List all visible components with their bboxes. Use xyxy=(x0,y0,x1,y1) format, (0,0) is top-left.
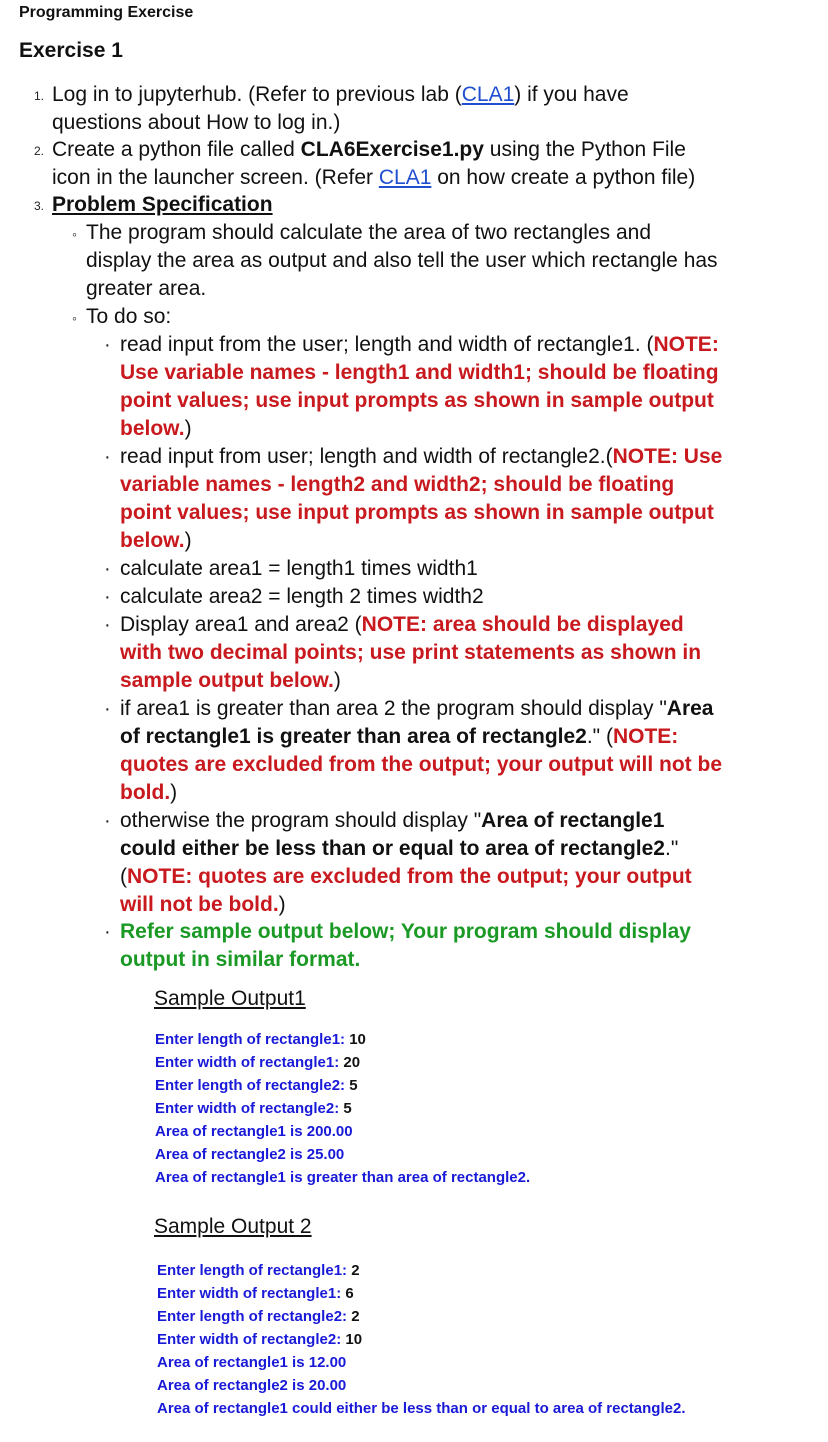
task-8 xyxy=(120,918,691,974)
spec-bullet-1 xyxy=(86,219,718,303)
document-title: Programming Exercise xyxy=(19,4,194,21)
task-5-text: Display area1 and area2 ( xyxy=(120,613,362,636)
task-1-note-line-2: Use variable names - length1 and width1; should be floating xyxy=(120,361,719,384)
task-2-note-line-2: variable names - length2 and width2; should be floating xyxy=(120,473,675,496)
task-2-note-line-3: point values; use input prompts as shown in sample output xyxy=(120,501,714,524)
sample-2-line: Area of rectangle1 is 12.00 xyxy=(157,1354,347,1371)
task-7-quote: could either be less than or equal to area of rectangle2 xyxy=(120,837,665,860)
task-6-text: if area1 is greater than area 2 the program should display " xyxy=(120,697,667,720)
task-1-note-line-3: point values; use input prompts as shown in sample output xyxy=(120,389,714,412)
sample-output-1-heading: Sample Output1 xyxy=(154,987,306,1010)
sample-1-line: Enter width of rectangle2: 5 xyxy=(155,1100,352,1117)
task-5 xyxy=(120,611,701,695)
step-2-number: 2. xyxy=(34,144,45,158)
cla1-link[interactable]: CLA1 xyxy=(461,83,515,106)
square-bullet-icon: · xyxy=(104,334,111,356)
spec-bullet-2: To do so: xyxy=(86,305,172,328)
step-1-text-end: ) if you have xyxy=(514,83,629,106)
sample-2-line: Area of rectangle1 could either be less than or equal to area of rectangle2. xyxy=(157,1400,686,1417)
square-bullet-icon: · xyxy=(104,586,111,608)
exercise-heading: Exercise 1 xyxy=(19,39,123,62)
task-6-quote-start: Area xyxy=(666,697,714,720)
square-bullet-icon: · xyxy=(104,698,111,720)
step-1-text: Log in to jupyterhub. (Refer to previous lab ( xyxy=(52,83,462,106)
spec-line-1: The program should calculate the area of two rectangles and xyxy=(86,221,652,244)
sample-1-line: Enter width of rectangle1: 20 xyxy=(155,1054,361,1071)
task-2-close: ) xyxy=(184,529,192,552)
spec-line-3: greater area. xyxy=(86,277,207,300)
python-filename: CLA6Exercise1.py xyxy=(300,138,484,161)
task-2-note: NOTE: Use xyxy=(612,445,723,468)
sample-1-line: Enter length of rectangle1: 10 xyxy=(155,1031,366,1048)
task-8-line-1: Refer sample output below; Your program should display xyxy=(120,920,691,943)
task-6-close: ) xyxy=(170,781,178,804)
task-5-note-line-2: with two decimal points; use print statements as shown in xyxy=(120,641,702,664)
task-7-quote-end: ." xyxy=(665,837,679,860)
task-3: calculate area1 = length1 times width1 xyxy=(120,557,478,580)
task-1-text: read input from the user; length and width of rectangle1. ( xyxy=(120,333,654,356)
task-6 xyxy=(120,695,722,807)
task-2 xyxy=(120,443,722,555)
task-7 xyxy=(120,807,692,919)
square-bullet-icon: · xyxy=(104,446,111,468)
step-2-text: Create a python file called xyxy=(52,138,301,161)
bullet-icon: ◦ xyxy=(72,226,77,242)
task-7-paren: ( xyxy=(120,865,127,888)
step-1-line-2: questions about How to log in.) xyxy=(52,111,341,134)
task-5-close: ) xyxy=(333,669,341,692)
task-2-text: read input from user; length and width of rectangle2.( xyxy=(120,445,613,468)
step-2-line-2: icon in the launcher screen. (Refer xyxy=(52,166,379,189)
sample-2-line: Enter width of rectangle1: 6 xyxy=(157,1285,354,1302)
task-5-note: NOTE: area should be displayed xyxy=(361,613,684,636)
task-4: calculate area2 = length 2 times width2 xyxy=(120,585,484,608)
step-2-text-end: using the Python File xyxy=(483,138,686,161)
sample-1-line: Area of rectangle1 is 200.00 xyxy=(155,1123,353,1140)
task-6-note-line-4: bold. xyxy=(120,781,171,804)
step-3-number: 3. xyxy=(34,199,45,213)
task-7-note: NOTE: quotes are excluded from the output; your output xyxy=(127,865,692,888)
step-2 xyxy=(52,136,695,192)
task-8-line-2: output in similar format. xyxy=(120,948,361,971)
task-7-quote-start: Area of rectangle1 xyxy=(481,809,665,832)
step-1 xyxy=(52,81,629,137)
task-6-quote-end: ." ( xyxy=(586,725,613,748)
task-6-note-line-3: quotes are excluded from the output; your output will not be xyxy=(120,753,722,776)
square-bullet-icon: · xyxy=(104,614,111,636)
bullet-icon: ◦ xyxy=(72,310,77,326)
sample-1-line: Area of rectangle1 is greater than area of rectangle2. xyxy=(155,1169,531,1186)
sample-2-line: Area of rectangle2 is 20.00 xyxy=(157,1377,347,1394)
spec-line-2: display the area as output and also tell the user which rectangle has xyxy=(86,249,718,272)
sample-1-line: Area of rectangle2 is 25.00 xyxy=(155,1146,345,1163)
task-7-text: otherwise the program should display " xyxy=(120,809,482,832)
sample-output-2-heading: Sample Output 2 xyxy=(154,1215,312,1238)
task-5-note-line-3: sample output below. xyxy=(120,669,334,692)
task-2-note-line-4: below. xyxy=(120,529,185,552)
square-bullet-icon: · xyxy=(104,810,111,832)
sample-1-line: Enter length of rectangle2: 5 xyxy=(155,1077,358,1094)
sample-2-line: Enter length of rectangle2: 2 xyxy=(157,1308,360,1325)
step-2-line-2-end: on how create a python file) xyxy=(431,166,696,189)
task-1-note-line-4: below. xyxy=(120,417,185,440)
task-1 xyxy=(120,331,719,443)
task-7-note-line-4: will not be bold. xyxy=(120,893,279,916)
sample-2-line: Enter length of rectangle1: 2 xyxy=(157,1262,360,1279)
task-7-close: ) xyxy=(278,893,286,916)
sample-2-line: Enter width of rectangle2: 10 xyxy=(157,1331,363,1348)
step-1-number: 1. xyxy=(34,89,45,103)
square-bullet-icon: · xyxy=(104,921,111,943)
problem-specification-heading: Problem Specification xyxy=(52,193,273,216)
task-1-note: NOTE: xyxy=(653,333,719,356)
square-bullet-icon: · xyxy=(104,558,111,580)
task-1-close: ) xyxy=(184,417,192,440)
task-6-note: NOTE: xyxy=(612,725,679,748)
task-6-quote: of rectangle1 is greater than area of rectangle2 xyxy=(120,725,587,748)
cla1-link-2[interactable]: CLA1 xyxy=(378,166,432,189)
